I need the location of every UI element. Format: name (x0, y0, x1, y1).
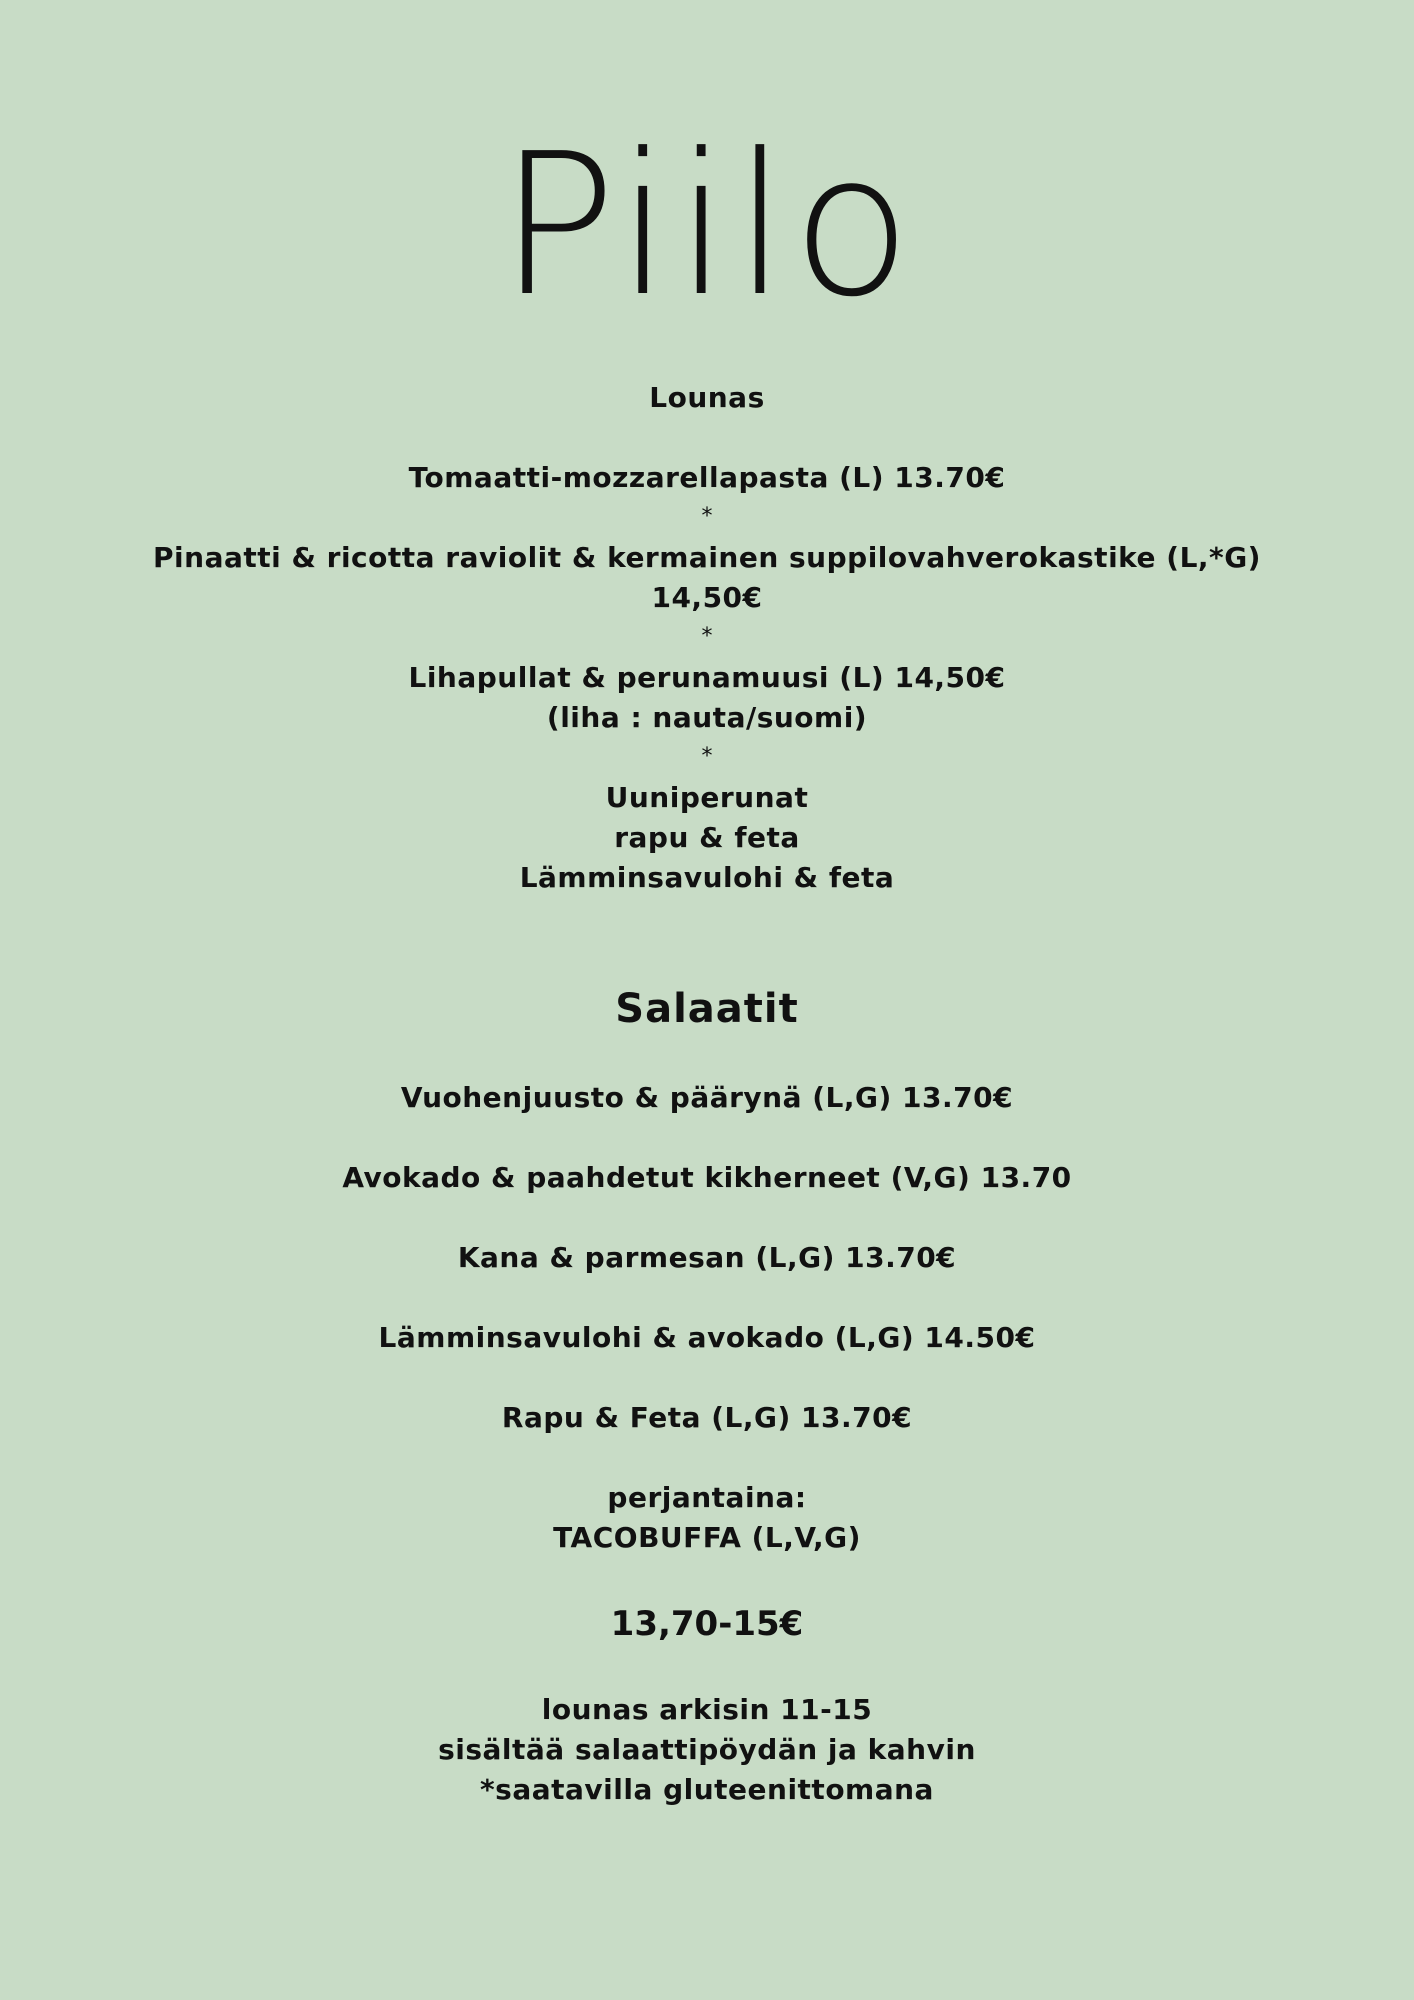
friday-price: 13,70-15€ (610, 1604, 804, 1644)
lunch-title: Lounas (649, 381, 765, 414)
salads-title: Salaatit (615, 986, 799, 1032)
friday-dish: TACOBUFFA (L,V,G) (553, 1521, 861, 1554)
salad-item: Rapu & Feta (L,G) 13.70€ (501, 1401, 913, 1434)
lunch-dish-3-name: Lihapullat & perunamuusi (L) 14,50€ (408, 661, 1006, 694)
lunch-dish-2-name: Pinaatti & ricotta raviolit & kermainen suppilovahverokastike (L,*G) (153, 541, 1261, 574)
lunch-dish-4-title: Uuniperunat (605, 781, 809, 814)
lunch-dish-4-option-1: rapu & feta (614, 821, 800, 854)
salad-item: Lämminsavulohi & avokado (L,G) 14.50€ (378, 1321, 1036, 1354)
separator-2: * (701, 624, 713, 649)
info-includes: sisältää salaattipöydän ja kahvin (438, 1733, 976, 1766)
info-hours: lounas arkisin 11-15 (541, 1693, 873, 1726)
lunch-dish-4-option-2: Lämminsavulohi & feta (519, 861, 895, 894)
separator-1: * (701, 504, 713, 529)
lunch-dish-1: Tomaatti-mozzarellapasta (L) 13.70€ (408, 461, 1006, 494)
lunch-dish-2-price: 14,50€ (651, 581, 763, 614)
salad-item: Avokado & paahdetut kikherneet (V,G) 13.70 (342, 1161, 1072, 1194)
salad-item: Vuohenjuusto & päärynä (L,G) 13.70€ (400, 1081, 1014, 1114)
salad-item: Kana & parmesan (L,G) 13.70€ (457, 1241, 957, 1274)
info-gluten-free: *saatavilla gluteenittomana (480, 1773, 934, 1806)
lunch-dish-3-note: (liha : nauta/suomi) (546, 701, 868, 734)
friday-label: perjantaina: (607, 1481, 807, 1514)
separator-3: * (701, 744, 713, 769)
restaurant-logo: Piilo (498, 112, 916, 340)
